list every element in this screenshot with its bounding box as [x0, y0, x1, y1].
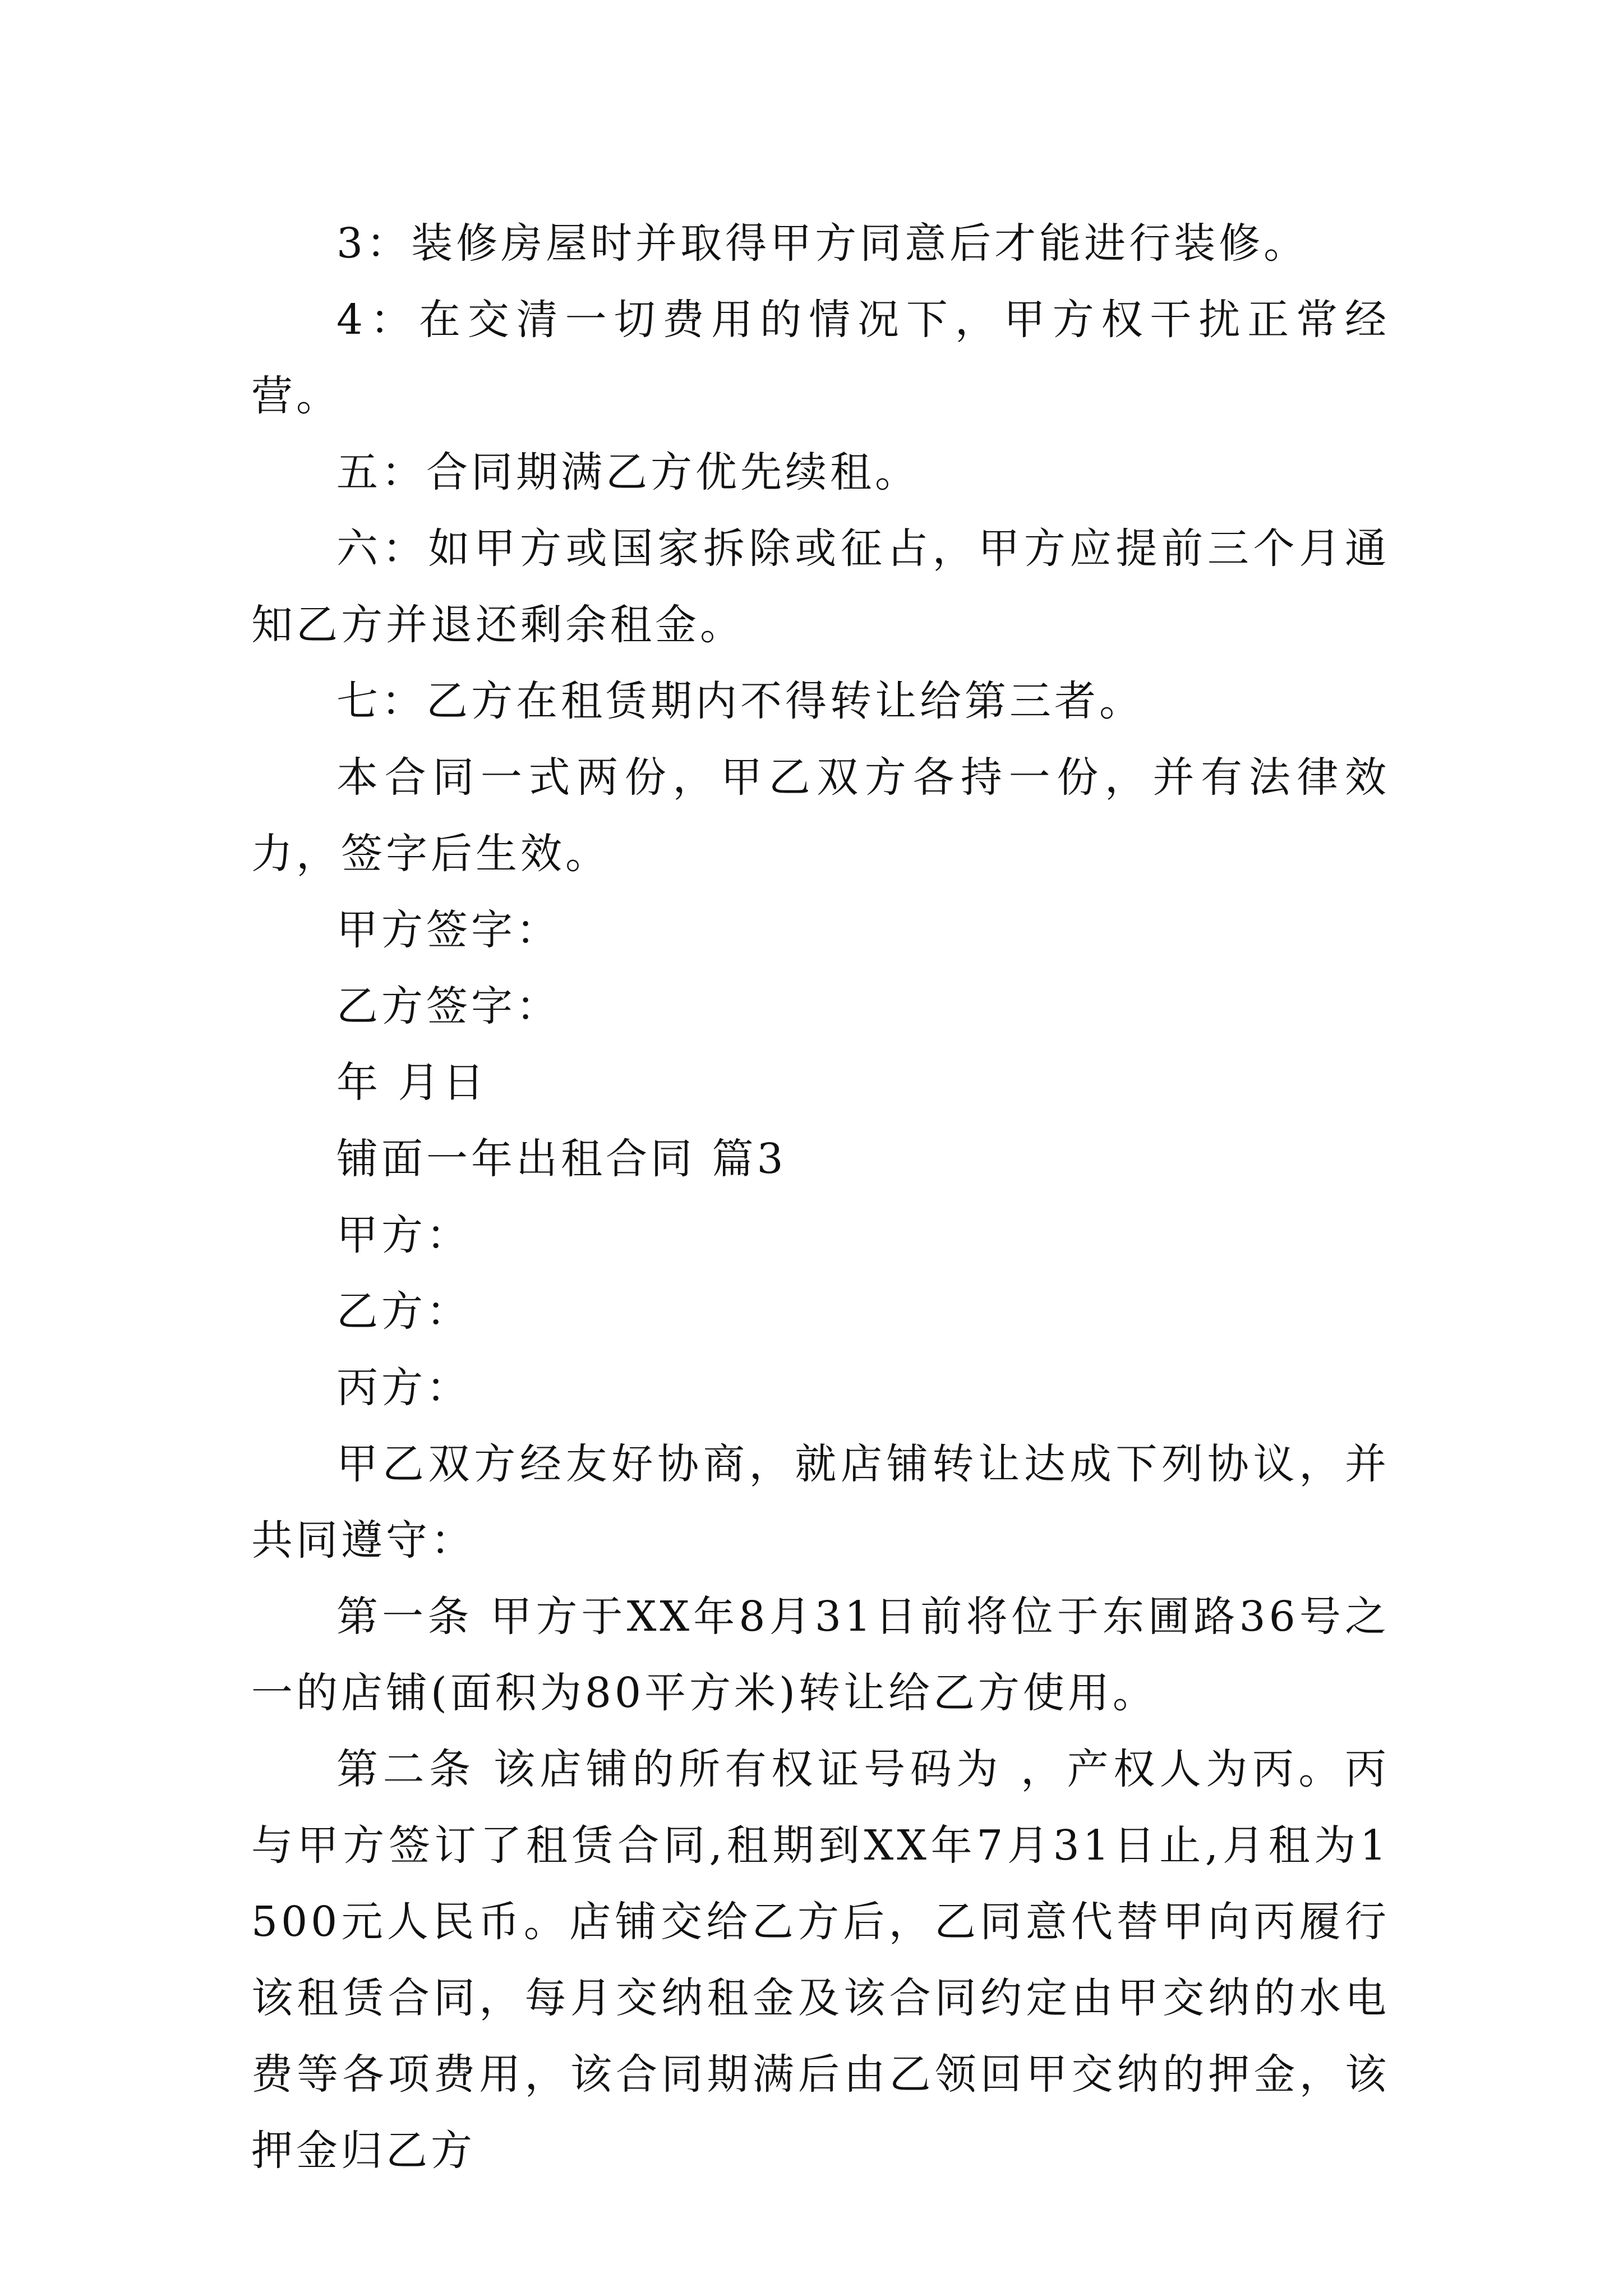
party-a-signature: 甲方签字： [336, 906, 561, 954]
party-c-label: 丙方： [336, 1364, 471, 1412]
section-title: 铺面一年出租合同 篇3 [336, 1135, 787, 1183]
article-2: 第二条 该店铺的所有权证号码为 ，产权人为丙。丙与甲方签订了租赁合同,租期到XX年7月31日止,月租为1500元人民币。店铺交给乙方后，乙同意代替甲向丙履行该租赁合同，每月交纳租金及该合同约定由甲交纳的水电费等各项费用，该合同期满后由乙领回甲交纳的押金，该押金归乙方 [251, 1745, 1390, 2175]
copies-clause: 本合同一式两份，甲乙双方各持一份，并有法律效力，签字后生效。 [251, 753, 1390, 878]
party-b-signature: 乙方签字： [336, 982, 561, 1030]
document-body [251, 205, 1390, 2189]
preamble: 甲乙双方经友好协商，就店铺转让达成下列协议，并共同遵守： [251, 1440, 1390, 1565]
clause-7-sublet: 七：乙方在租赁期内不得转让给第三者。 [336, 677, 1144, 725]
party-a-label: 甲方： [336, 1211, 471, 1259]
date-line: 年 月日 [336, 1059, 488, 1107]
clause-5-renewal: 五：合同期满乙方优先续租。 [336, 448, 920, 496]
party-b-label: 乙方： [336, 1287, 471, 1336]
clause-6-demolition: 六：如甲方或国家拆除或征占，甲方应提前三个月通知乙方并退还剩余租金。 [251, 524, 1390, 649]
article-1: 第一条 甲方于XX年8月31日前将位于东圃路36号之一的店铺(面积为80平方米)转让给乙方使用。 [251, 1593, 1390, 1717]
clause-3-renovation: 3：装修房屋时并取得甲方同意后才能进行装修。 [336, 219, 1309, 268]
clause-4-operation: 4：在交清一切费用的情况下，甲方权干扰正常经营。 [251, 296, 1390, 420]
